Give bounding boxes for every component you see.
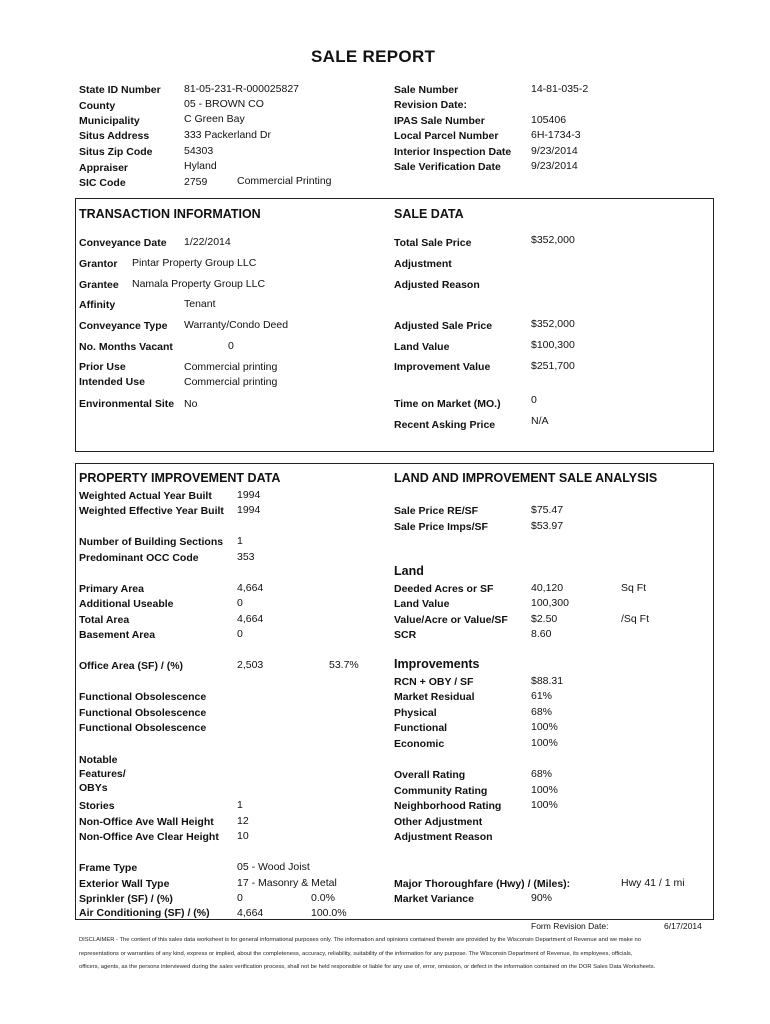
thoroughfare-label: Major Thoroughfare (Hwy) / (Miles): [394, 878, 571, 890]
grantee-label: Grantee [79, 279, 119, 291]
primary-area-value: 4,664 [237, 582, 264, 594]
office-area-label: Office Area (SF) / (%) [79, 660, 184, 672]
improvement-value-value: $251,700 [531, 360, 575, 372]
weyb-label: Weighted Effective Year Built [79, 505, 224, 517]
wall-height-value: 12 [237, 815, 249, 827]
sale-number-label: Sale Number [394, 84, 459, 96]
other-adjustment-label: Other Adjustment [394, 816, 483, 828]
ipas-label: IPAS Sale Number [394, 115, 485, 127]
ipas-value: 105406 [531, 114, 567, 126]
transaction-heading: TRANSACTION INFORMATION [79, 207, 261, 221]
market-variance-value: 90% [531, 892, 553, 904]
recent-asking-price-value: N/A [531, 415, 549, 427]
disclaimer-line-2: representations or warranties of any kind, express or implied, about the completeness, accuracy, reliability, suitability of the information for any purpose. The Wisconsin Department of Revenue, its employees, officials, [79, 951, 633, 957]
months-vacant-value: 0 [228, 340, 234, 352]
rcn-value: $88.31 [531, 675, 564, 687]
wayb-label: Weighted Actual Year Built [79, 490, 212, 502]
community-rating-label: Community Rating [394, 785, 488, 797]
weyb-value: 1994 [237, 504, 261, 516]
exterior-wall-label: Exterior Wall Type [79, 878, 170, 890]
sic-code-value: 2759 [184, 176, 208, 188]
sprinkler-label: Sprinkler (SF) / (%) [79, 893, 173, 905]
deeded-value: 40,120 [531, 582, 564, 594]
deeded-label: Deeded Acres or SF [394, 583, 494, 595]
grantor-label: Grantor [79, 258, 118, 270]
exterior-wall-value: 17 - Masonry & Metal [237, 877, 337, 889]
conveyance-type-label: Conveyance Type [79, 320, 168, 332]
conveyance-type-value: Warranty/Condo Deed [184, 319, 289, 331]
conveyance-date-value: 1/22/2014 [184, 236, 231, 248]
notable-label-line-1: Notable [79, 754, 118, 766]
neighborhood-rating-value: 100% [531, 799, 558, 811]
adjusted-sale-price-value: $352,000 [531, 318, 575, 330]
environmental-site-label: Environmental Site [79, 398, 175, 410]
sale-data-heading: SALE DATA [394, 207, 464, 221]
adjusted-reason-label: Adjusted Reason [394, 279, 480, 291]
scr-label: SCR [394, 629, 417, 641]
situs-zip-label: Situs Zip Code [79, 146, 153, 158]
value-per-value: $2.50 [531, 613, 558, 625]
prior-use-label: Prior Use [79, 361, 126, 373]
adjusted-sale-price-label: Adjusted Sale Price [394, 320, 493, 332]
disclaimer-line-1: DISCLAIMER - The content of this sales data worksheet is for general informational purposes only. The information and opinions contained therein are provided by the Wisconsin Department of Revenue and we make no [79, 937, 641, 943]
stories-label: Stories [79, 800, 115, 812]
improvements-subheading: Improvements [394, 657, 480, 671]
total-sale-price-value: $352,000 [531, 234, 575, 246]
office-area-value: 2,503 [237, 659, 264, 671]
frame-type-value: 05 - Wood Joist [237, 861, 310, 873]
analysis-heading: LAND AND IMPROVEMENT SALE ANALYSIS [394, 471, 658, 485]
office-area-percent: 53.7% [329, 659, 359, 671]
functional-obsolescence-1-label: Functional Obsolescence [79, 691, 207, 703]
analysis-land-value-value: 100,300 [531, 597, 569, 609]
air-conditioning-percent-value: 100.0% [311, 907, 347, 919]
basement-area-value: 0 [237, 628, 243, 640]
occ-code-label: Predominant OCC Code [79, 552, 199, 564]
functional-value: 100% [531, 721, 558, 733]
conveyance-date-label: Conveyance Date [79, 237, 167, 249]
county-value: 05 - BROWN CO [184, 98, 264, 110]
revision-date-label: Revision Date: [394, 99, 467, 111]
physical-value: 68% [531, 706, 553, 718]
land-value-label: Land Value [394, 341, 450, 353]
sprinkler-percent-value: 0.0% [311, 892, 335, 904]
building-sections-label: Number of Building Sections [79, 536, 224, 548]
prior-use-value: Commercial printing [184, 361, 278, 373]
value-per-label: Value/Acre or Value/SF [394, 614, 508, 626]
occ-code-value: 353 [237, 551, 255, 563]
deeded-unit: Sq Ft [621, 582, 647, 594]
state-id-label: State ID Number [79, 84, 161, 96]
neighborhood-rating-label: Neighborhood Rating [394, 800, 502, 812]
building-sections-value: 1 [237, 535, 243, 547]
clear-height-value: 10 [237, 830, 249, 842]
rcn-label: RCN + OBY / SF [394, 676, 474, 688]
total-area-value: 4,664 [237, 613, 264, 625]
value-per-unit: /Sq Ft [621, 613, 650, 625]
functional-label: Functional [394, 722, 448, 734]
disclaimer-line-3: officers, agents, as the persons interviewed during the sales verification process, shall not be held responsible or liable for any use of, error, omission, or defect in the information contained on the DOR Sales Data Worksheets. [79, 964, 656, 970]
price-re-sf-value: $75.47 [531, 504, 564, 516]
form-revision-value: 6/17/2014 [664, 921, 702, 931]
interior-inspection-label: Interior Inspection Date [394, 146, 512, 158]
price-re-sf-label: Sale Price RE/SF [394, 505, 479, 517]
situs-zip-value: 54303 [184, 145, 214, 157]
wayb-value: 1994 [237, 489, 261, 501]
situs-address-value: 333 Packerland Dr [184, 129, 271, 141]
analysis-land-value-label: Land Value [394, 598, 450, 610]
community-rating-value: 100% [531, 784, 558, 796]
improvement-value-label: Improvement Value [394, 361, 491, 373]
land-subheading: Land [394, 564, 424, 578]
overall-rating-value: 68% [531, 768, 553, 780]
affinity-value: Tenant [184, 298, 216, 310]
land-value-value: $100,300 [531, 339, 575, 351]
affinity-label: Affinity [79, 299, 116, 311]
basement-area-label: Basement Area [79, 629, 156, 641]
notable-label-line-2: Features/ [79, 768, 126, 780]
air-conditioning-sf-value: 4,664 [237, 907, 264, 919]
market-residual-value: 61% [531, 690, 553, 702]
thoroughfare-value: Hwy 41 / 1 mi [621, 877, 685, 889]
stories-value: 1 [237, 799, 243, 811]
grantee-value: Namala Property Group LLC [132, 278, 266, 290]
frame-type-label: Frame Type [79, 862, 138, 874]
price-imps-sf-label: Sale Price Imps/SF [394, 521, 488, 533]
local-parcel-value: 6H-1734-3 [531, 129, 581, 141]
time-on-market-value: 0 [531, 394, 537, 406]
notable-label-line-3: OBYs [79, 782, 108, 794]
time-on-market-label: Time on Market (MO.) [394, 398, 501, 410]
municipality-label: Municipality [79, 115, 140, 127]
functional-obsolescence-2-label: Functional Obsolescence [79, 707, 207, 719]
wall-height-label: Non-Office Ave Wall Height [79, 816, 214, 828]
adjustment-label: Adjustment [394, 258, 452, 270]
economic-label: Economic [394, 738, 445, 750]
additional-useable-label: Additional Useable [79, 598, 174, 610]
intended-use-value: Commercial printing [184, 376, 278, 388]
physical-label: Physical [394, 707, 437, 719]
clear-height-label: Non-Office Ave Clear Height [79, 831, 219, 843]
interior-inspection-value: 9/23/2014 [531, 145, 578, 157]
air-conditioning-label: Air Conditioning (SF) / (%) [79, 907, 210, 919]
price-imps-sf-value: $53.97 [531, 520, 564, 532]
adjustment-reason-label: Adjustment Reason [394, 831, 493, 843]
market-residual-label: Market Residual [394, 691, 475, 703]
overall-rating-label: Overall Rating [394, 769, 466, 781]
county-label: County [79, 100, 116, 112]
environmental-site-value: No [184, 398, 198, 410]
total-area-label: Total Area [79, 614, 130, 626]
appraiser-value: Hyland [184, 160, 217, 172]
economic-value: 100% [531, 737, 558, 749]
situs-address-label: Situs Address [79, 130, 150, 142]
sic-code-label: SIC Code [79, 177, 126, 189]
sic-code-description: Commercial Printing [237, 175, 332, 187]
state-id-value: 81-05-231-R-000025827 [184, 83, 300, 95]
page-title: SALE REPORT [311, 47, 436, 66]
months-vacant-label: No. Months Vacant [79, 341, 173, 353]
additional-useable-value: 0 [237, 597, 243, 609]
form-revision-label: Form Revision Date: [531, 921, 609, 931]
property-heading: PROPERTY IMPROVEMENT DATA [79, 471, 281, 485]
scr-value: 8.60 [531, 628, 552, 640]
grantor-value: Pintar Property Group LLC [132, 257, 257, 269]
intended-use-label: Intended Use [79, 376, 145, 388]
sale-verification-value: 9/23/2014 [531, 160, 578, 172]
appraiser-label: Appraiser [79, 162, 129, 174]
recent-asking-price-label: Recent Asking Price [394, 419, 496, 431]
total-sale-price-label: Total Sale Price [394, 237, 472, 249]
sprinkler-sf-value: 0 [237, 892, 243, 904]
sale-number-value: 14-81-035-2 [531, 83, 589, 95]
local-parcel-label: Local Parcel Number [394, 130, 499, 142]
functional-obsolescence-3-label: Functional Obsolescence [79, 722, 207, 734]
municipality-value: C Green Bay [184, 113, 245, 125]
primary-area-label: Primary Area [79, 583, 144, 595]
sale-verification-label: Sale Verification Date [394, 161, 501, 173]
market-variance-label: Market Variance [394, 893, 474, 905]
